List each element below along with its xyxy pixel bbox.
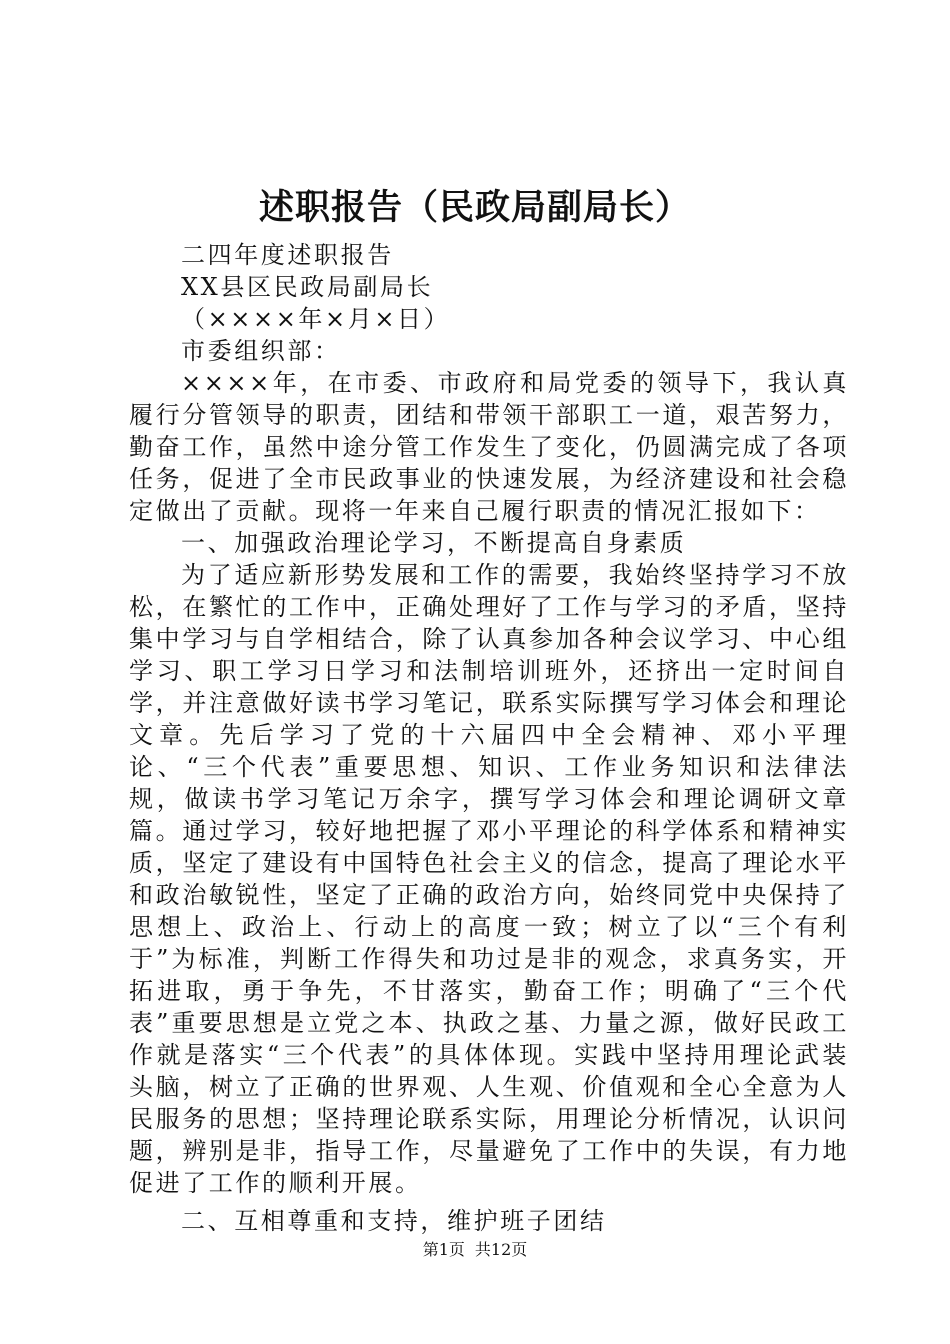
page-footer [0,1238,950,1262]
section-1-paragraph: 为了适应新形势发展和工作的需要，我始终坚持学习不放松，在繁忙的工作中，正确处理好了工作与学习的矛盾，坚持集中学习与自学相结合，除了认真参加各种会议学习、中心组学习、职工学习日学习和法制培训班外，还挤出一定时间自学，并注意做好读书学习笔记，联系实际撰写学习体会和理论文章。先后学习了党的十六届四中全会精神、邓小平理论、“三个代表”重要思想、知识、工作业务知识和法律法规，做读书学习笔记万余字，撰写学习体会和理论调研文章篇。通过学习，较好地把握了邓小平理论的科学体系和精神实质，坚定了建设有中国特色社会主义的信念，提高了理论水平和政治敏锐性，坚定了正确的政治方向，始终同党中央保持了思想上、政治上、行动上的高度一致；树立了以“三个有利于”为标准，判断工作得失和功过是非的观念，求真务实，开拓进取，勇于争先，不甘落实，勤奋工作；明确了“三个代表”重要思想是立党之本、执政之基、力量之源，做好民政工作就是落实“三个代表”的具体体现。实践中坚持用理论武装头脑，树立了正确的世界观、人生观、价值观和全心全意为人民服务的思想；坚持理论联系实际，用理论分析情况，认识问题，辨别是非，指导工作，尽量避免了工作中的失误，有力地促进了工作的顺利开展。 [129,561,849,1197]
date-line: （××××年×月×日） [181,305,451,333]
addressee-line: 市委组织部： [181,337,341,365]
section-heading-1: 一、加强政治理论学习，不断提高自身素质 [181,529,687,557]
page-number: 第1页 [422,1240,465,1259]
intro-paragraph: ××××年，在市委、市政府和局党委的领导下，我认真履行分管领导的职责，团结和带领干部职工一道，艰苦努力，勤奋工作，虽然中途分管工作发生了变化，仍圆满完成了各项任务，促进了全市民政事业的快速发展，为经济建设和社会稳定做出了贡献。现将一年来自己履行职责的情况汇报如下： [129,369,849,525]
document-title: 述职报告（民政局副局长） [258,187,691,228]
document-body [129,239,849,1237]
section-heading-2: 二、互相尊重和支持，维护班子团结 [181,1207,607,1235]
page-total: 共12页 [474,1240,528,1259]
year-report-line: 二四年度述职报告 [181,241,394,269]
author-position-line: XX县区民政局副局长 [181,273,434,301]
